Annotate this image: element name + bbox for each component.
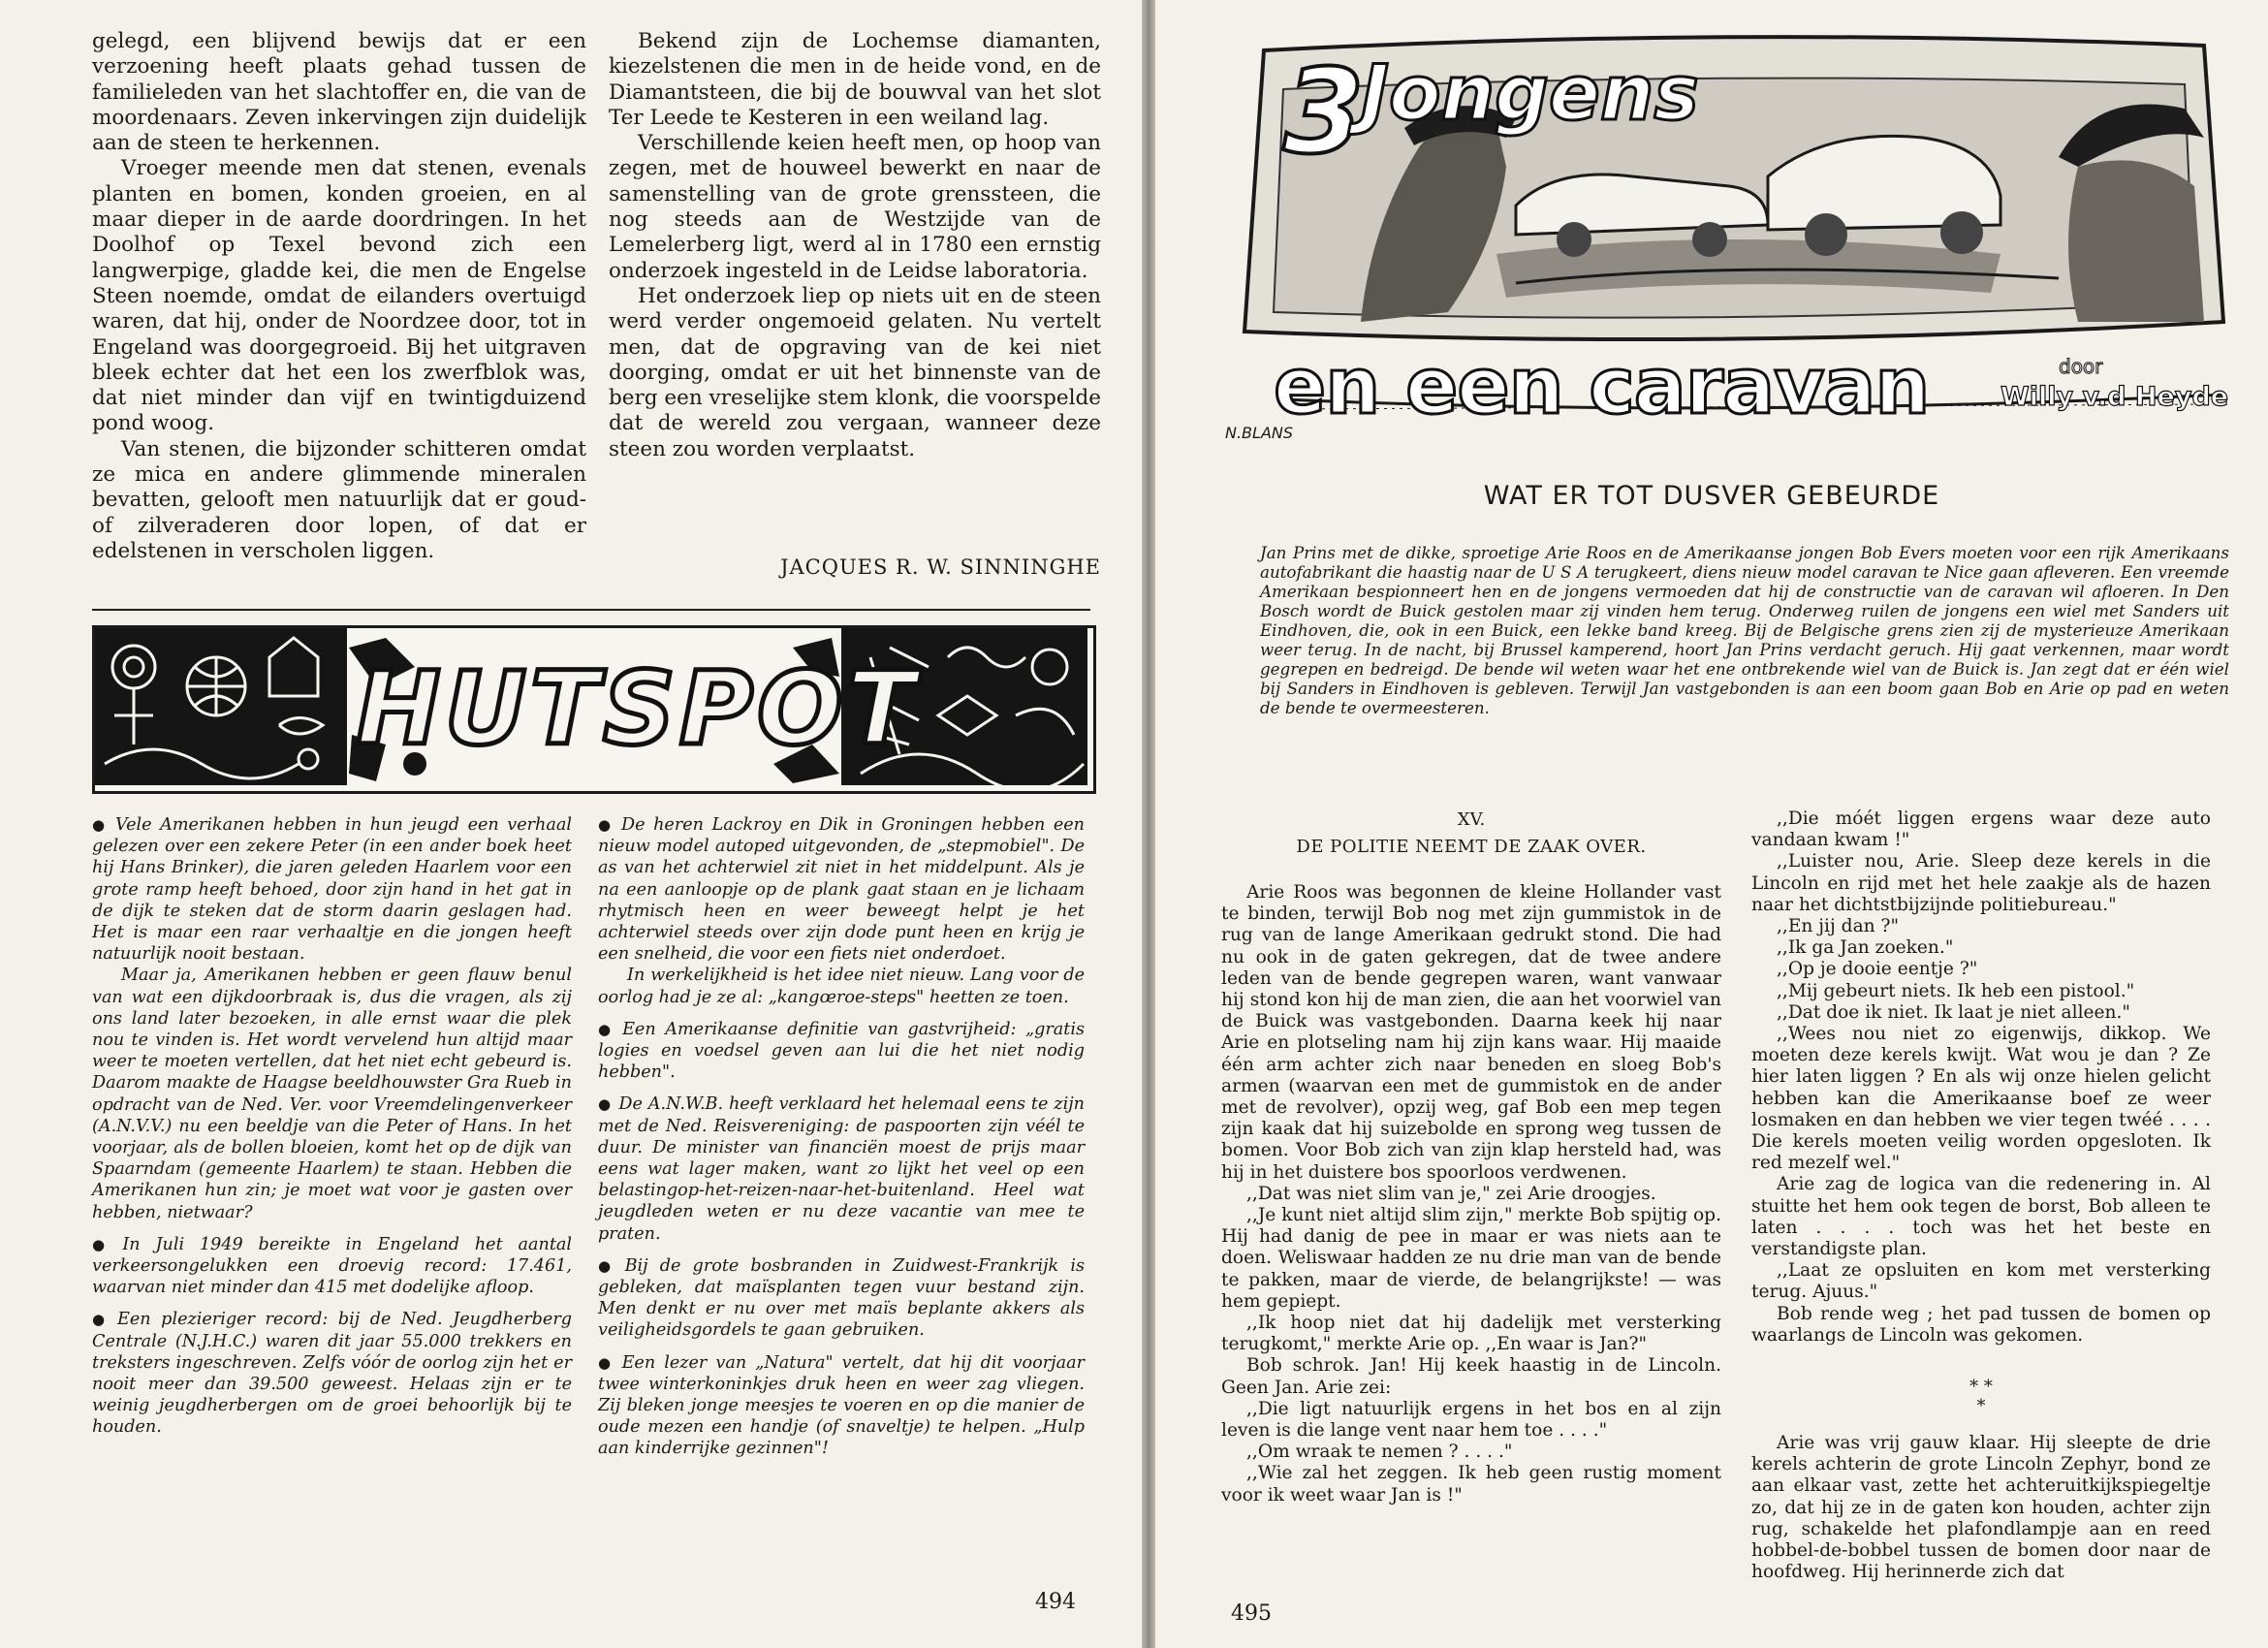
story-paragraph: Bob schrok. Jan! Hij keek haastig in de Lincoln. Geen Jan. Arie zei: xyxy=(1221,1355,1721,1398)
section-break-stars: * * xyxy=(1969,1377,1993,1397)
bullet-icon: ● xyxy=(92,1311,110,1329)
article-paragraph: Van stenen, die bijzonder schitteren omdat ze mica en andere glimmende mineralen bevatten, gelooft men natuurlijk dat er goud- of zilveraderen door lopen, of dat er edelstenen in verscholen liggen. xyxy=(92,436,586,563)
story-paragraph: ,,Wees nou niet zo eigenwijs, dikkop. We moeten deze kerels kwijt. Wat wou je dan ? Ze hier laten liggen ? En als wij onze hielen gelicht hebben kan die Amerikaanse boef ze weer losmaken en dan hebben we vier tegen twéé . . . . Die kerels moeten veilig worden opgesloten. Ik red mezelf wel." xyxy=(1751,1024,2211,1174)
story-paragraph: ,,Ik ga Jan zoeken." xyxy=(1777,937,1954,959)
hutspot-banner xyxy=(92,625,1096,794)
hutspot-item: ● De A.N.W.B. heeft verklaard het helemaal eens te zijn met de Ned. Reisvereniging: de paspoorten zijn véél te duur. De minister van financiën moest de prijs maar eens wat lager maken, want zo lijkt het veel op een belastingop-het-reizen-naar-het-buitenland. Heel wat jeugdleden weten er nu deze vacantie van mee te praten. xyxy=(598,1094,1085,1244)
bullet-icon: ● xyxy=(598,1256,617,1275)
story-paragraph: ,,Wie zal het zeggen. Ik heb geen rustig moment voor ik weet waar Jan is !" xyxy=(1221,1463,1721,1505)
hutspot-item: ● Een Amerikaanse definitie van gastvrijheid: „gratis logies en voedsel geven aan lui die het niet nodig hebben". xyxy=(598,1019,1085,1083)
bullet-icon: ● xyxy=(92,1235,115,1253)
story-paragraph: ,,Mij gebeurt niets. Ik heb een pistool." xyxy=(1777,980,2135,1001)
story-paragraph: ,,Die ligt natuurlijk ergens in het bos en al zijn leven is die lange vent naar hem toe . . . ." xyxy=(1221,1398,1721,1442)
hutspot-item: ● Vele Amerikanen hebben in hun jeugd een verhaal gelezen over een zekere Peter (in een ander boek heet hij Hans Brinker), die jaren geleden Haarlem voor een grote ramp heeft behoed, door zijn hand in het gat in de dijk te steken dat de storm daarin geslagen had. Het is maar een raar verhaaltje en die jongen heeft natuurlijk nooit bestaan. xyxy=(92,815,572,965)
book-gutter xyxy=(1142,0,1155,1648)
story-header-illustration xyxy=(1225,31,2233,458)
hutspot-item: ● De heren Lackroy en Dik in Groningen hebben een nieuw model autoped uitgevonden, de „stepmobiel". De as van het achterwiel zit niet in het middelpunt. Als je na een aanloopje op de plank gaat staan en je lichaam rhytmisch heen en weer beweegt helpt je het achterwiel steeds over zijn dode punt heen en krijg je een snelheid, die voor een fiets niet onderdoet. xyxy=(598,815,1085,965)
hutspot-title: HUTSPOT xyxy=(356,650,920,768)
byline-author: Willy v.d Heyde xyxy=(2000,382,2229,412)
bullet-icon: ● xyxy=(598,1095,612,1114)
story-paragraph: Arie Roos was begonnen de kleine Hollander vast te binden, terwijl Bob nog met zijn gummistok in de rug van de lange Amerikaan gedrukt stond. Die had nu ook in de gaten gekregen, dat de twee andere leden van de bende gegrepen waren, want vanwaar hij stond kon hij de man zien, die aan het voorwiel van de Buick was vastgebonden. Daarna keek hij naar Arie en plotseling nam hij zijn kans waar. Hij maaide één arm achter zich naar beneden en sloeg Bob's armen (waarvan een met de gummistok en de ander met de revolver), opzij weg, gaf Bob een mep tegen zijn kaak dat hij suizebolde en sprong weg tussen de bomen. Voor Bob zich van zijn klap hersteld had, was hij in het duistere bos spoorloos verdwenen. xyxy=(1221,882,1721,1183)
story-paragraph: Arie was vrij gauw klaar. Hij sleepte de drie kerels achterin de grote Lincoln Zephyr, bond ze aan elkaar vast, zette het achteruitkijkspiegeltje zo, dat hij ze in de gaten kon houden, achter zijn rug, schakelde het plafondlampje aan en reed hobbel-de-bobbel tussen de bomen door naar de hoofdweg. Hij herinnerde zich dat xyxy=(1751,1433,2211,1583)
section-divider xyxy=(92,609,1090,611)
story-column-2-continued xyxy=(1751,1433,2211,1583)
article-column-2 xyxy=(609,29,1101,462)
hutspot-column-2 xyxy=(598,814,1085,1471)
byline-prefix: door xyxy=(2059,355,2103,378)
story-paragraph: ,,Die móét liggen ergens waar deze auto vandaan kwam !" xyxy=(1751,808,2211,851)
artist-signature: N.BLANS xyxy=(1225,424,1294,442)
hutspot-item: In werkelijkheid is het idee niet nieuw. Lang voor de oorlog had je ze al: „kangœroe-steps" heetten ze toen. xyxy=(598,966,1085,1007)
hutspot-item: Maar ja, Amerikanen hebben er geen flauw benul van wat een dijkdoorbraak is, dus die vragen, als zij ons land later bezoeken, in alle ernst waar die plek nou te vinden is. Het wordt vervelend hun altijd maar weer te moeten vertellen, dat het niet echt gebeurd is. Daarom maakte de Haagse beeldhouwster Gra Rueb in opdracht van de Ned. Ver. voor Vreemdelingenverkeer (A.N.V.V.) nu een beeldje van die Peter of Hans. In het voorjaar, als de bollen bloeien, komt het op de dijk van Spaarndam (gemeente Haarlem) te staan. Hebben die Amerikanen hun zin; je moet wat voor je gasten over hebben, nietwaar? xyxy=(92,966,572,1222)
story-paragraph: ,,Ik hoop niet dat hij dadelijk met versterking terugkomt," merkte Arie op. ,,En waar is Jan?" xyxy=(1221,1313,1721,1355)
story-paragraph: ,,Op je dooie eentje ?" xyxy=(1777,959,1978,980)
story-paragraph: ,,En jij dan ?" xyxy=(1777,916,1900,937)
hutspot-item: ● Een lezer van „Natura" vertelt, dat hij dit voorjaar twee winterkoninkjes druk heen en weer zag vliegen. Zij bleken jonge meesjes te voeren en op die manier de oude mezen een handje (of snaveltje) te helpen. „Hulp aan kinderrijke gezinnen"! xyxy=(598,1352,1085,1459)
bullet-icon: ● xyxy=(598,1353,614,1372)
hutspot-column-1 xyxy=(92,814,572,1449)
story-paragraph: ,,Dat was niet slim van je," zei Arie droogjes. xyxy=(1246,1183,1656,1204)
page-number: 494 xyxy=(1035,1590,1076,1614)
bullet-icon: ● xyxy=(598,1020,615,1038)
story-paragraph: ,,Laat ze opsluiten en kom met versterking terug. Ajuus." xyxy=(1751,1260,2211,1303)
page-number: 495 xyxy=(1231,1601,1272,1626)
story-column-2 xyxy=(1751,808,2211,1347)
bullet-icon: ● xyxy=(92,816,109,834)
right-page xyxy=(1155,0,2268,1648)
article-paragraph: Bekend zijn de Lochemse diamanten, kiezelstenen die men in de heide vond, en de Diamantsteen, die bij de bouwval van het slot Ter Leede te Kesteren in een weiland lag. xyxy=(609,29,1101,130)
title-number: 3 xyxy=(1283,46,1365,180)
story-summary: Jan Prins met de dikke, sproetige Arie Roos en de Amerikaanse jongen Bob Evers moeten voor een rijk Amerikaans autofabrikant die haastig naar de U S A terugkeert, diens nieuw model caravan te Nice gaan afleveren. Een vreemde Amerikaan bespionneert hen en de jongens vermoeden dat hij de constructie van de caravan wil afloeren. In Den Bosch wordt de Buick gestolen maar zij vinden hem terug. Onderweg ruilen de jongens een wiel met Sanders uit Eindhoven, die, ook in een Buick, een lekke band kreeg. Bij de Belgische grens zien zij de mysterieuze Amerikaan weer terug. In de nacht, bij Brussel kamperend, hoort Jan Prins verdacht geruch. Hij gaat verkennen, maar wordt gegrepen en bedreigd. De bende wil weten waar het ene ontbrekende wiel van de Buick is. Jan zegt dat er één wiel bij Sanders in Eindhoven is gebleven. Terwijl Jan vastgebonden is aan een boom gaan Bob en Arie op pad en weten de bende te overmeesteren. xyxy=(1260,543,2229,717)
chapter-title: DE POLITIE NEEMT DE ZAAK OVER. xyxy=(1296,837,1647,857)
story-paragraph: Arie zag de logica van die redenering in. Al stuitte het hem ook tegen de borst, Bob alleen te laten . . . . toch was het het beste en verstandigste plan. xyxy=(1751,1174,2211,1260)
hutspot-item: ● In Juli 1949 bereikte in Engeland het aantal verkeersongelukken een droevig record: 17.461, waarvan niet minder dan 415 met dodelijke afloop. xyxy=(92,1234,572,1298)
story-paragraph: ,,Om wraak te nemen ? . . . ." xyxy=(1246,1442,1513,1463)
story-column-1 xyxy=(1221,882,1721,1506)
hutspot-item: ● Bij de grote bosbranden in Zuidwest-Frankrijk is gebleken, dat maïsplanten tegen vuur bestand zijn. Men denkt er nu over met maïs beplante akkers als veiligheidsgordels te gaan gebruiken. xyxy=(598,1255,1085,1341)
article-column-1 xyxy=(92,29,586,564)
article-paragraph: Verschillende keien heeft men, op hoop van zegen, met de houweel bewerkt en naar de samenstelling van de grote grenssteen, die nog steeds aan de Westzijde van de Lemelerberg ligt, werd al in 1780 een ernstig onderzoek ingesteld in de Leidse laboratoria. xyxy=(609,131,1101,283)
chapter-number: XV. xyxy=(1457,809,1486,830)
story-paragraph: Bob rende weg ; het pad tussen de bomen op waarlangs de Lincoln was gekomen. xyxy=(1751,1303,2211,1346)
article-paragraph: gelegd, een blijvend bewijs dat er een verzoening heeft plaats gehad tussen de familieleden van het slachtoffer en, die van de moordenaars. Zeven inkervingen zijn duidelijk aan de steen te herkennen. xyxy=(92,29,586,156)
author-signature: JACQUES R. W. SINNINGHE xyxy=(780,555,1101,579)
section-break-stars: * xyxy=(1976,1396,1986,1416)
title-word-1: Jongens xyxy=(1361,50,1699,138)
article-paragraph: Het onderzoek liep op niets uit en de steen werd verder ongemoeid gelaten. Nu vertelt men, dat de opgraving van de kei niet doorging, omdat er uit het binnenste van de berg een vreselijke stem klonk, die voorspelde dat de wereld zou vergaan, wanneer deze steen zou worden verplaatst. xyxy=(609,283,1101,461)
story-paragraph: ,,Je kunt niet altijd slim zijn," merkte Bob spijtig op. Hij had danig de pee in maar er was niets aan te doen. Weliswaar hadden ze nu drie man van de bende te pakken, maar de vierde, de belangrijkste! — was hem gepiept. xyxy=(1221,1205,1721,1312)
section-heading: WAT ER TOT DUSVER GEBEURDE xyxy=(1483,481,1940,511)
hutspot-item: ● Een plezieriger record: bij de Ned. Jeugdherberg Centrale (N.J.H.C.) waren dit jaar 55.000 trekkers en treksters ingeschreven. Zelfs vóór de oorlog zijn het er nooit meer dan 39.500 geweest. Helaas zijn er te weinig jeugdherbergen om de groei behoorlijk bij te houden. xyxy=(92,1310,572,1438)
bullet-icon: ● xyxy=(598,816,614,834)
story-paragraph: ,,Dat doe ik niet. Ik laat je niet alleen." xyxy=(1777,1001,2130,1023)
article-paragraph: Vroeger meende men dat stenen, evenals planten en bomen, konden groeien, en al maar dieper in de aarde doordringen. In het Doolhof op Texel bevond zich een langwerpige, gladde kei, die men de Engelse Steen noemde, omdat de eilanders overtuigd waren, dat hij, onder de Noordzee door, tot in Engeland was doorgegroeid. Bij het uitgraven bleek echter dat het een los zwerfblok was, dat niet minder dan vijf en twintigduizend pond woog. xyxy=(92,156,586,436)
story-paragraph: ,,Luister nou, Arie. Sleep deze kerels in die Lincoln en rijd met het hele zaakje als de hazen naar het dichtstbijzijnde politiebureau." xyxy=(1751,851,2211,915)
title-word-2: en een caravan xyxy=(1274,341,1930,431)
